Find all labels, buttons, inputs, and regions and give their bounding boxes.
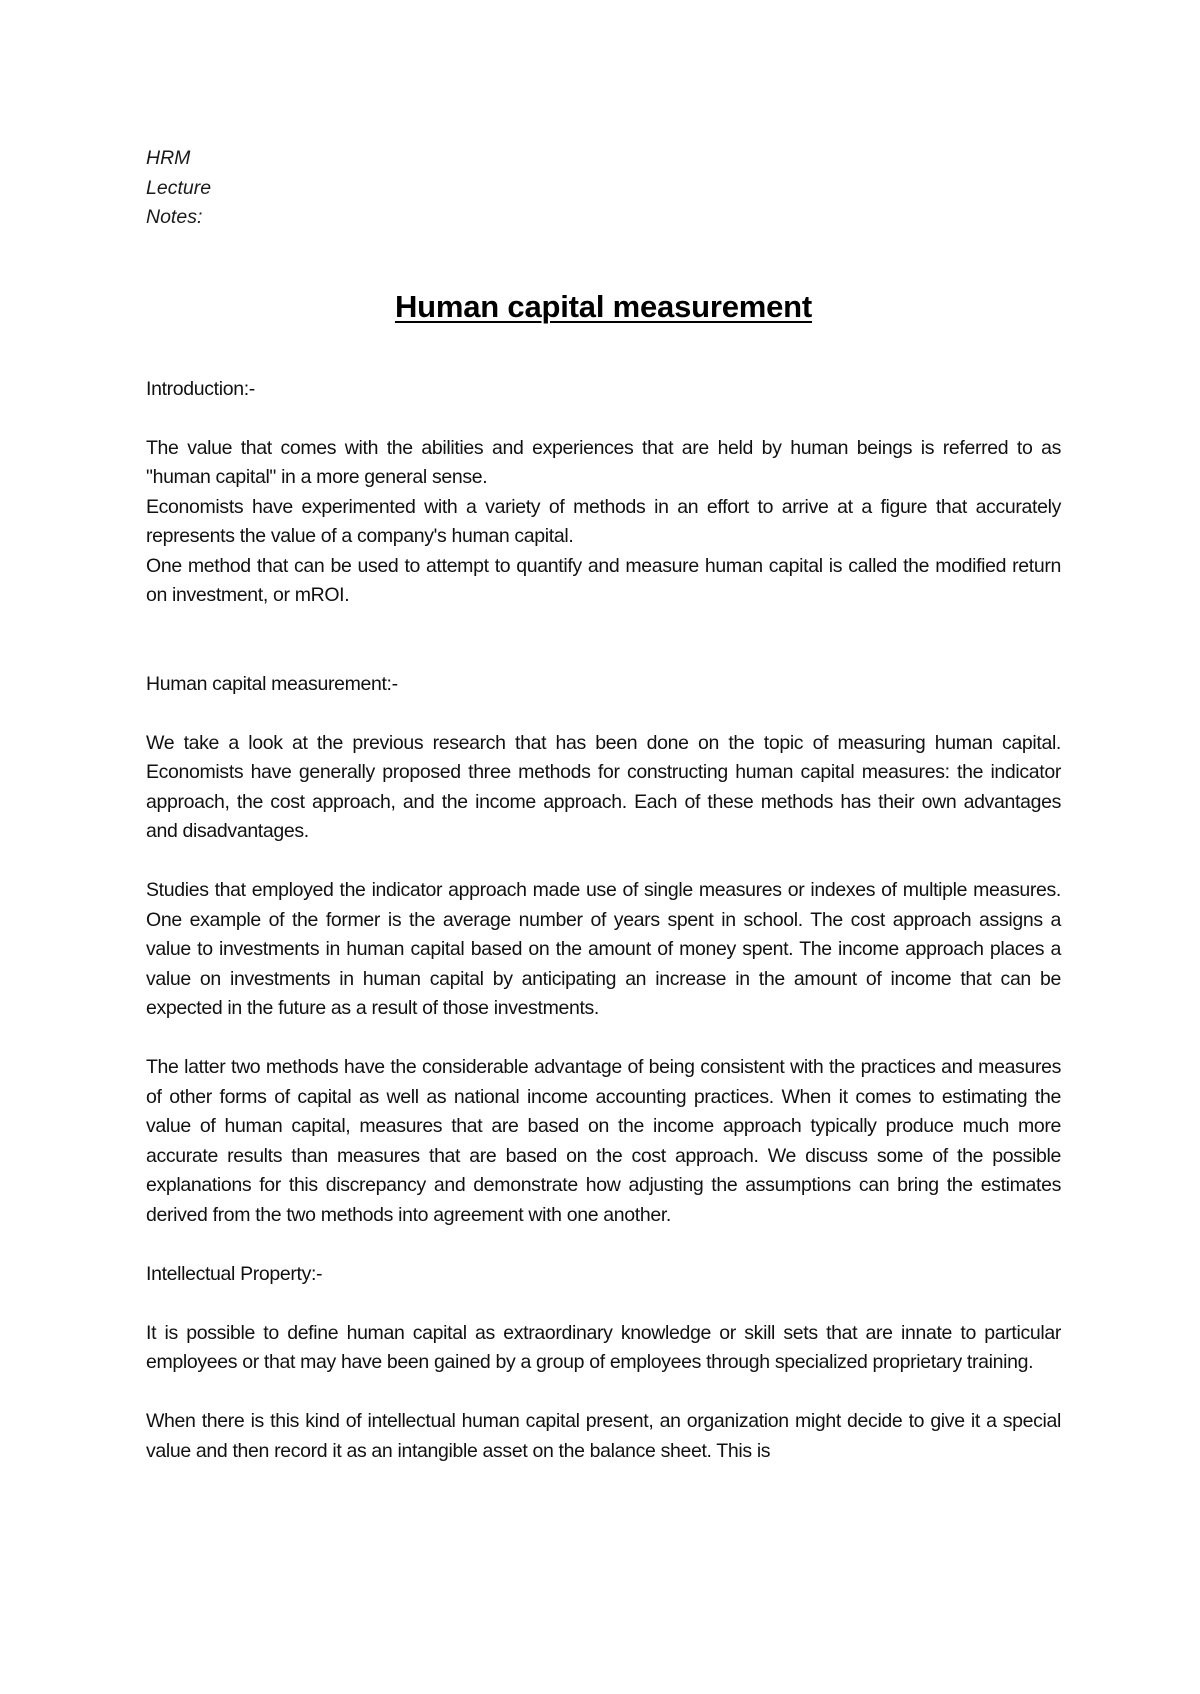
section-heading-introduction: Introduction:- xyxy=(146,377,255,400)
document-title: Human capital measurement xyxy=(394,288,813,324)
document-body xyxy=(146,375,1061,1467)
section-heading-intellectual-property: Intellectual Property:- xyxy=(146,1262,323,1285)
paragraph-ip-1: It is possible to define human capital as extraordinary knowledge or skill sets that are innate to particular employees or that may have been gained by a group of employees through specialized proprietary training. xyxy=(146,1321,1061,1373)
lecture-header xyxy=(146,144,1061,233)
document-content xyxy=(146,144,1061,1466)
paragraph-intro-3: One method that can be used to attempt to quantify and measure human capital is called the modified return on investment, or mROI. xyxy=(146,554,1061,606)
paragraph-ip-2: When there is this kind of intellectual human capital present, an organization might decide to give it a special value and then record it as an intangible asset on the balance sheet. This is xyxy=(146,1410,1061,1462)
paragraph-hcm-3: The latter two methods have the considerable advantage of being consistent with the practices and measures of other forms of capital as well as national income accounting practices. When it comes to estimating the value of human capital, measures that are based on the income approach typically produce much more accurate results than measures that are based on the cost approach. We discuss some of the possible explanations for this discrepancy and demonstrate how adjusting the assumptions can bring the estimates derived from the two methods into agreement with one another. xyxy=(146,1056,1061,1226)
spacer xyxy=(146,327,1061,375)
section-heading-human-capital-measurement: Human capital measurement:- xyxy=(146,672,398,695)
paragraph-intro-2: Economists have experimented with a variety of methods in an effort to arrive at a figure that accurately represents the value of a company's human capital. xyxy=(146,495,1061,547)
paragraph-hcm-1: We take a look at the previous research that has been done on the topic of measuring human capital. Economists have generally proposed three methods for constructing human capital measures: the indicator approach, the cost approach, and the income approach. Each of these methods has their own advantages and disadvantages. xyxy=(146,731,1061,842)
paragraph-hcm-2: Studies that employed the indicator approach made use of single measures or indexes of multiple measures. One example of the former is the average number of years spent in school. The cost approach assigns a value to investments in human capital based on the amount of money spent. The income approach places a value on investments in human capital by anticipating an increase in the amount of income that can be expected in the future as a result of those investments. xyxy=(146,879,1061,1019)
header-line-hrm: HRM xyxy=(146,147,191,169)
paragraph-intro-1: The value that comes with the abilities and experiences that are held by human beings is referred to as "human capital" in a more general sense. xyxy=(146,436,1061,488)
header-line-notes: Notes: xyxy=(146,206,203,228)
header-line-lecture: Lecture xyxy=(146,176,212,199)
